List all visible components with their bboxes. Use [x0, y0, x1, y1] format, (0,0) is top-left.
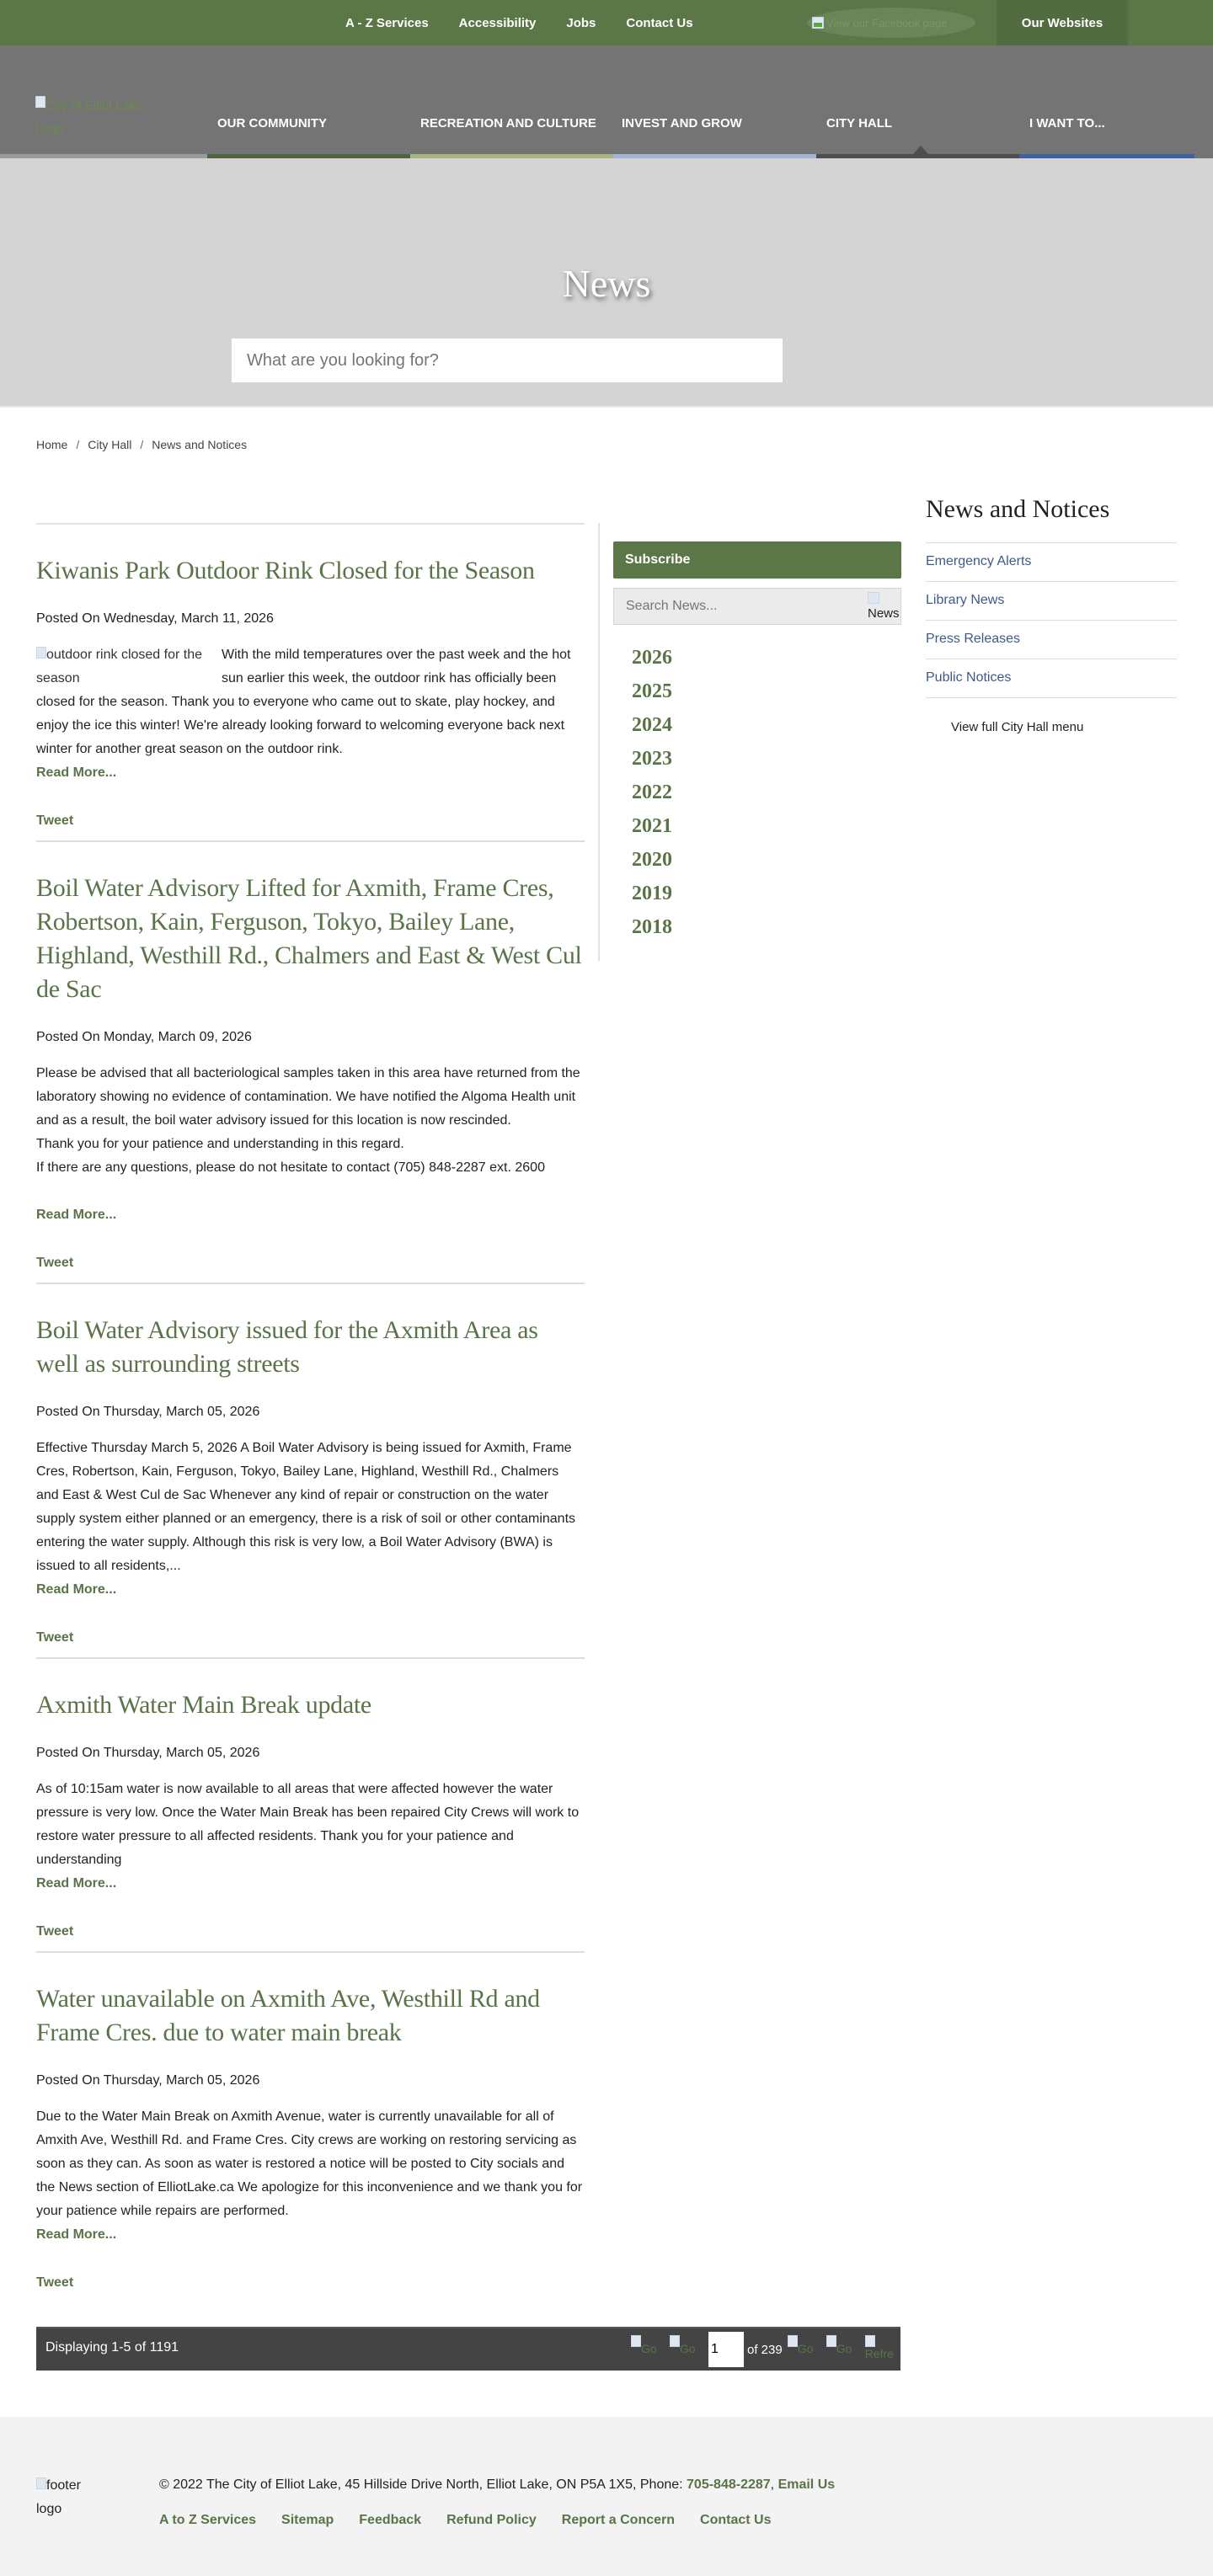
read-more-link[interactable]: Read More...	[36, 1876, 117, 1891]
article-body	[36, 1062, 585, 1180]
footer-link-sitemap[interactable]: Sitemap	[281, 2513, 334, 2527]
nav-item-our-community[interactable]	[207, 45, 410, 158]
sidebar-item	[926, 582, 1177, 621]
address-text: © 2022 The City of Elliot Lake, 45 Hillside Drive North, Elliot Lake, ON P5A 1X5, Phone:	[159, 2477, 687, 2492]
year-link-2024[interactable]: 2024	[632, 714, 672, 736]
next-page-button[interactable]	[788, 2332, 823, 2365]
article-date: Posted On Wednesday, March 11, 2026	[36, 611, 274, 626]
year-link-2021[interactable]: 2021	[632, 815, 672, 837]
read-more-link[interactable]: Read More...	[36, 1582, 117, 1597]
utility-link-a-z-services[interactable]: A - Z Services	[345, 15, 429, 30]
main-navigation	[0, 45, 1213, 158]
article-title-link[interactable]: Water unavailable on Axmith Ave, Westhill Rd and Frame Cres. due to water main break	[36, 1985, 540, 2046]
news-search-button[interactable]	[868, 590, 901, 624]
pagination-bar	[36, 2327, 900, 2371]
sidebar-item-emergency-alerts[interactable]: Emergency Alerts	[926, 554, 1032, 568]
hero-banner	[0, 158, 1213, 408]
utility-link-contact-us[interactable]: Contact Us	[626, 15, 693, 30]
total-pages: of 239	[747, 2343, 783, 2357]
article-title-link[interactable]: Axmith Water Main Break update	[36, 1691, 371, 1719]
last-page-button[interactable]	[826, 2332, 862, 2365]
nav-label: INVEST AND GROW	[622, 116, 742, 131]
nav-label: RECREATION AND CULTURE	[420, 116, 596, 131]
nav-label: CITY HALL	[826, 116, 893, 131]
prev-page-button[interactable]	[670, 2332, 705, 2365]
site-search-input[interactable]	[232, 339, 783, 382]
news-search-input[interactable]	[613, 588, 901, 625]
view-full-menu-link[interactable]: View full City Hall menu	[951, 720, 1084, 734]
logo-alt-text: City of Elliot Lake Logo	[35, 99, 143, 136]
news-article	[36, 525, 585, 842]
sidebar-item	[926, 659, 1177, 698]
article-thumbnail	[36, 643, 222, 691]
logo-image-icon	[35, 96, 45, 108]
tweet-button[interactable]: Tweet	[36, 2275, 74, 2290]
article-date: Posted On Thursday, March 05, 2026	[36, 2073, 260, 2088]
sidebar-item	[926, 621, 1177, 659]
next-page-icon	[788, 2335, 798, 2347]
site-logo[interactable]	[35, 94, 170, 141]
read-more-link[interactable]: Read More...	[36, 765, 117, 780]
nav-item-recreation-and-culture[interactable]	[410, 45, 613, 158]
footer	[0, 2417, 1213, 2576]
article-title-link[interactable]: Boil Water Advisory Lifted for Axmith, Frame Cres, Robertson, Kain, Ferguson, Tokyo, Bailey Lane, Highland, Westhill Rd., Chalmers and East & West Cul de Sac	[36, 874, 582, 1003]
page-title: News	[562, 262, 651, 305]
tweet-button[interactable]: Tweet	[36, 813, 74, 828]
footer-link-feedback[interactable]: Feedback	[359, 2513, 422, 2527]
footer-link-contact-us[interactable]: Contact Us	[700, 2513, 772, 2527]
last-page-icon	[826, 2335, 836, 2347]
footer-links	[159, 2513, 771, 2528]
button-alt: Go	[797, 2342, 814, 2355]
utility-links	[345, 0, 724, 45]
year-link-2023[interactable]: 2023	[632, 748, 672, 770]
nav-item-invest-and-grow[interactable]	[613, 45, 816, 158]
nav-label: I WANT TO...	[1029, 116, 1105, 131]
sidebar-item-public-notices[interactable]: Public Notices	[926, 670, 1012, 685]
footer-logo-alt: footer logo	[36, 2478, 81, 2516]
nav-item-i-want-to[interactable]	[1019, 45, 1194, 158]
sidebar-menu	[926, 542, 1177, 698]
refresh-button[interactable]	[865, 2332, 899, 2365]
first-page-button[interactable]	[631, 2332, 666, 2365]
first-page-icon	[631, 2335, 641, 2347]
news-widget	[598, 523, 901, 961]
footer-email-link[interactable]: Email Us	[777, 2477, 836, 2492]
news-article	[36, 1284, 585, 1659]
article-excerpt: Effective Thursday March 5, 2026 A Boil Water Advisory is being issued for Axmith, Frame Cres, Robertson, Kain, Ferguson, Tokyo, Bailey Lane, Highland, Westhill Rd., Chalmers and East & West Cul de Sac Whenever any kind of repair or construction on the water supply system either planned or an emergency, there is a risk of soil or other contaminants entering the water supply. Although this risk is very low, a Boil Water Advisory (BWA) is issued to all residents,...	[36, 1441, 576, 1573]
nav-item-city-hall[interactable]	[816, 45, 1019, 158]
utility-bar	[0, 0, 1213, 45]
thumbnail-alt-text: outdoor rink closed for the season	[36, 648, 202, 685]
breadcrumb-current: News and Notices	[152, 438, 248, 451]
news-article	[36, 1953, 585, 2291]
article-title-link[interactable]: Kiwanis Park Outdoor Rink Closed for the Season	[36, 557, 535, 584]
article-paragraph: Please be advised that all bacteriological samples taken in this area have returned from the laboratory showing no evidence of contamination. We have notified the Algoma Health unit and as a result, the boil water advisory issued for this location is now rescinded.	[36, 1066, 580, 1128]
year-link-2020[interactable]: 2020	[632, 849, 672, 871]
article-title-link[interactable]: Boil Water Advisory issued for the Axmith Area as well as surrounding streets	[36, 1316, 538, 1378]
refresh-icon	[865, 2335, 875, 2347]
sidebar-title: News and Notices	[926, 495, 1110, 523]
search-icon	[868, 592, 879, 604]
prev-page-icon	[670, 2335, 680, 2347]
sidebar-item-press-releases[interactable]: Press Releases	[926, 632, 1021, 646]
article-excerpt: As of 10:15am water is now available to all areas that were affected however the water pressure is very low. Once the Water Main Break has been repaired City Crews will work to restore water pressure to all affected residents. Thank you for your patience and understanding	[36, 1782, 580, 1867]
button-alt: Go	[680, 2342, 696, 2355]
nav-label: OUR COMMUNITY	[217, 116, 327, 131]
facebook-icon	[812, 17, 824, 29]
breadcrumb-separator: /	[140, 438, 144, 451]
button-alt: Refre	[864, 2347, 894, 2360]
footer-logo-icon	[36, 2477, 46, 2489]
subscribe-button[interactable]: Subscribe	[613, 541, 901, 579]
facebook-alt-text: View our Facebook page	[826, 16, 948, 29]
breadcrumb-separator: /	[76, 438, 80, 451]
page-number-input[interactable]	[708, 2332, 744, 2367]
article-excerpt: With the mild temperatures over the past week and the hot sun earlier this week, the outdoor rink has officially been closed for the season. Thank you to everyone who came out to skate, play hockey, and enjoy the ice this winter! We're already looking forward to welcoming everyone back next winter for another great season on the outdoor rink.	[36, 648, 571, 756]
year-link-2022[interactable]: 2022	[632, 781, 672, 803]
breadcrumb-home[interactable]: Home	[36, 438, 68, 451]
image-icon	[36, 647, 46, 659]
footer-link-refund-policy[interactable]: Refund Policy	[446, 2513, 537, 2527]
news-article	[36, 1659, 585, 1953]
utility-link-accessibility[interactable]: Accessibility	[458, 15, 537, 30]
tweet-button[interactable]: Tweet	[36, 1924, 74, 1939]
utility-link-jobs[interactable]: Jobs	[566, 15, 596, 30]
active-indicator-icon	[913, 146, 928, 154]
article-paragraph: If there are any questions, please do not hesitate to contact (705) 848-2287 ext. 2600	[36, 1160, 545, 1175]
article-body	[36, 643, 585, 761]
button-alt: Go	[836, 2342, 852, 2355]
breadcrumb-city-hall[interactable]: City Hall	[88, 438, 132, 451]
sidebar-item	[926, 543, 1177, 582]
tweet-button[interactable]: Tweet	[36, 1256, 74, 1270]
article-date: Posted On Thursday, March 05, 2026	[36, 1746, 260, 1760]
button-alt: Go	[641, 2342, 657, 2355]
news-list	[36, 523, 585, 2302]
article-paragraph: Thank you for your patience and understanding in this regard.	[36, 1137, 404, 1151]
footer-address: © 2022 The City of Elliot Lake, 45 Hillside Drive North, Elliot Lake, ON P5A 1X5, Phone: 705-848-2287, Email Us	[159, 2477, 836, 2492]
search-button-alt: News	[868, 606, 900, 621]
our-websites-button[interactable]: Our Websites	[997, 0, 1128, 45]
nav-items	[207, 45, 1213, 158]
tweet-button[interactable]: Tweet	[36, 1630, 74, 1645]
result-count: Displaying 1-5 of 1191	[45, 2340, 179, 2355]
article-date: Posted On Monday, March 09, 2026	[36, 1030, 252, 1044]
read-more-link[interactable]: Read More...	[36, 2227, 117, 2242]
footer-logo	[36, 2474, 104, 2521]
footer-phone-link[interactable]: 705-848-2287	[687, 2477, 771, 2492]
year-link-2026[interactable]: 2026	[632, 647, 672, 669]
pagination-controls	[631, 2332, 899, 2367]
breadcrumb	[36, 438, 247, 451]
year-link-2018[interactable]: 2018	[632, 916, 672, 938]
sidebar-item-library-news[interactable]: Library News	[926, 593, 1005, 607]
read-more-link[interactable]: Read More...	[36, 1208, 117, 1222]
year-link-2025[interactable]: 2025	[632, 680, 672, 702]
article-excerpt: Due to the Water Main Break on Axmith Avenue, water is currently unavailable for all of Amxith Ave, Westhill Rd. and Frame Cres. City crews are working on restoring servicing as soon as they can. As soon as water is restored a notice will be posted to City socials and the News section of ElliotLake.ca We apologize for this inconvenience and we thank you for your patience while repairs are performed.	[36, 2109, 583, 2218]
facebook-link[interactable]	[807, 8, 975, 38]
footer-link-report-concern[interactable]: Report a Concern	[561, 2513, 676, 2527]
news-article	[36, 842, 585, 1284]
year-archive-list	[632, 641, 672, 944]
section-sidebar	[926, 495, 1177, 734]
year-link-2019[interactable]: 2019	[632, 883, 672, 904]
footer-link-a-to-z[interactable]: A to Z Services	[159, 2513, 257, 2527]
article-date: Posted On Thursday, March 05, 2026	[36, 1405, 260, 1419]
